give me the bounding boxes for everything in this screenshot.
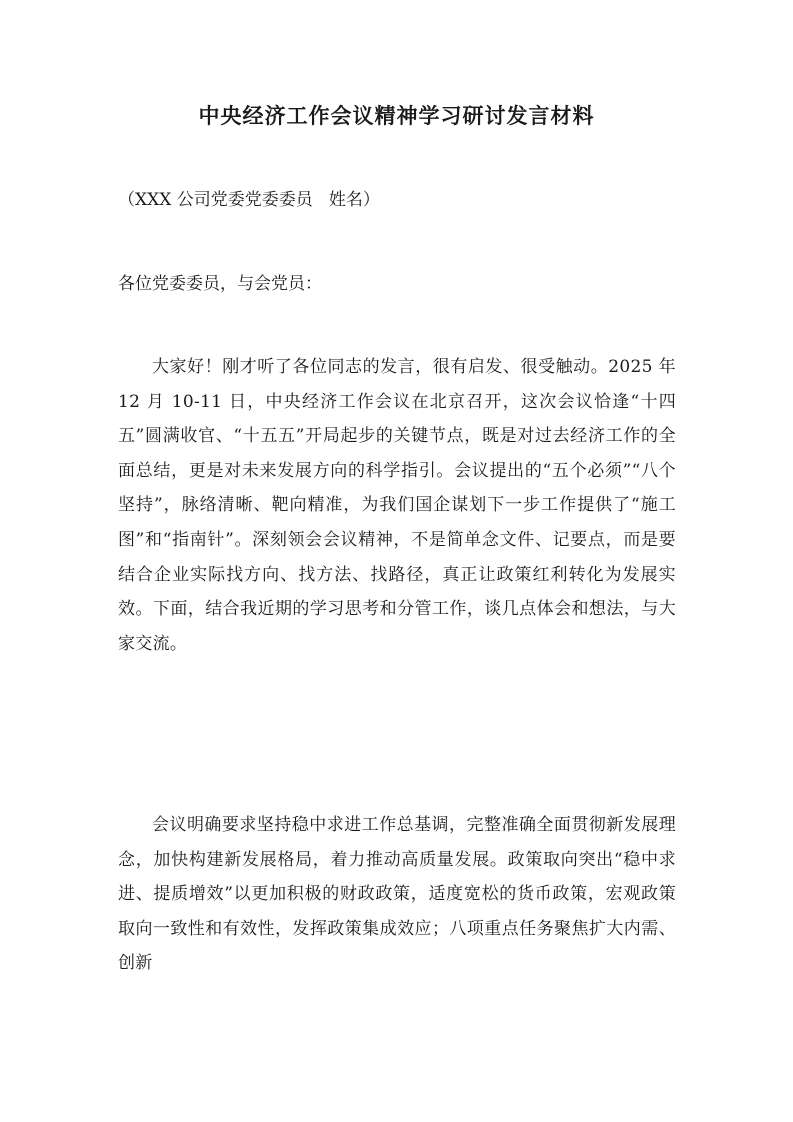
body-paragraph: 大家好！刚才听了各位同志的发言，很有启发、很受触动。2025 年 12 月 10-11 日，中央经济工作会议在北京召开，这次会议恰逢“十四五”圆满收官、“十五五”开局起步的关键节点，既是对过去经济工作的全面总结，更是对未来发展方向的科学指引。会议提出的“五个必须”“八个坚持”，脉络清晰、靶向精准，为我们国企谋划下一步工作提供了“施工图”和“指南针”。深刻领会会议精神，不是简单念文件、记要点，而是要结合企业实际找方向、找方法、找路径，真正让政策红利转化为发展实效。下面，结合我近期的学习思考和分管工作，谈几点体会和想法，与大家交流。 xyxy=(118,357,676,654)
document-title: 中央经济工作会议精神学习研讨发言材料 xyxy=(198,103,595,128)
author-line: （XXX 公司党委党委委员 姓名） xyxy=(118,190,380,210)
body-paragraph: 会议明确要求坚持稳中求进工作总基调，完整准确全面贯彻新发展理念，加快构建新发展格局，着力推动高质量发展。政策取向突出“稳中求进、提质增效”以更加积极的财政政策，适度宽松的货币政策，宏观政策取向一致性和有效性，发挥政策集成效应；八项重点任务聚焦扩大内需、创新 xyxy=(118,815,676,974)
salutation: 各位党委委员，与会党员： xyxy=(118,274,322,294)
